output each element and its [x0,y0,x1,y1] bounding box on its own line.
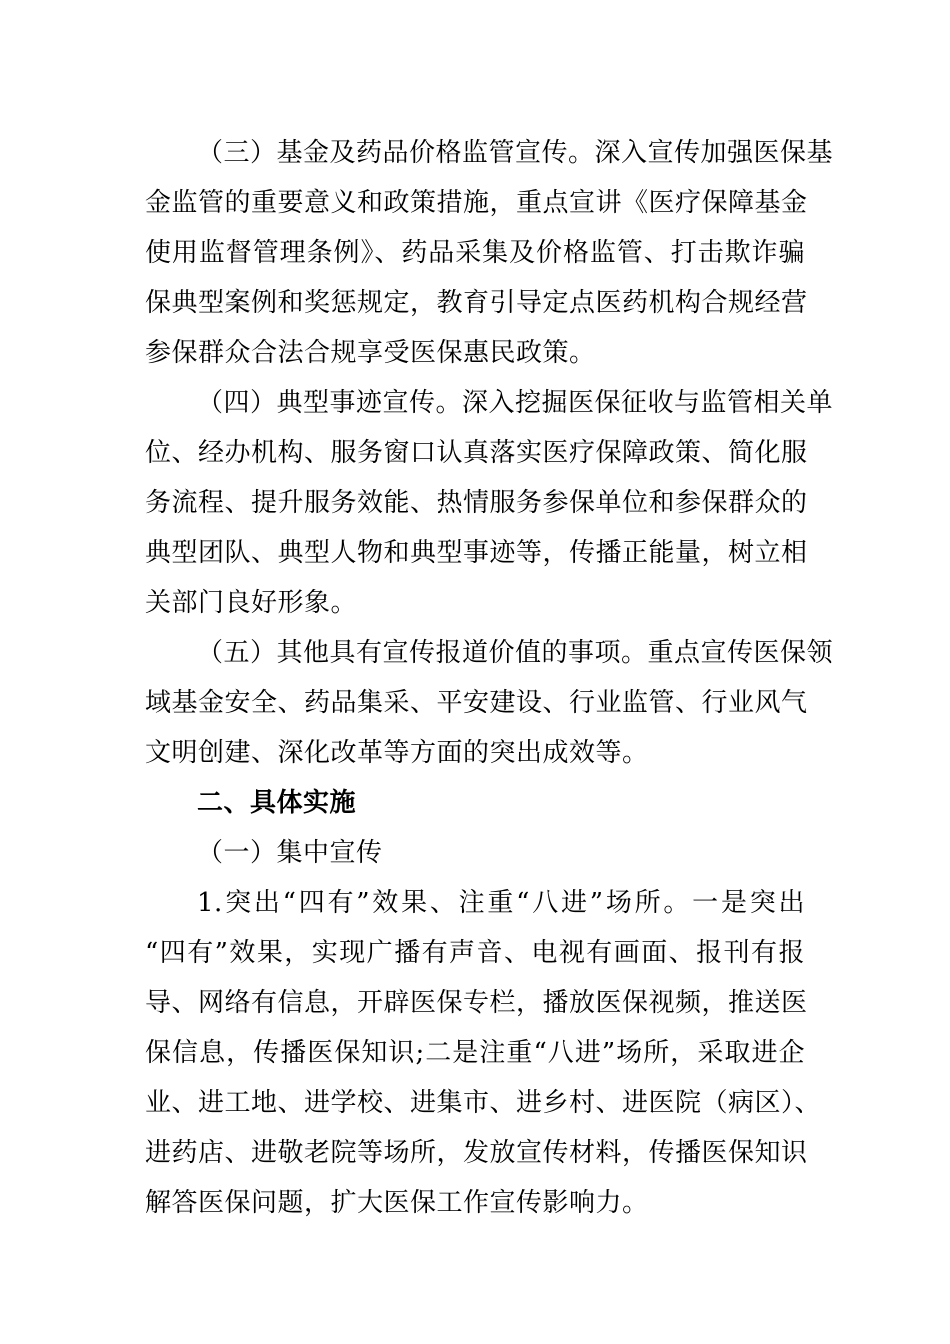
text-line: 文明创建、深化改革等方面的突出成效等。 [145,738,649,768]
text-line: 务流程、提升服务效能、热情服务参保单位和参保群众的 [145,488,808,518]
text-line: （五）其他具有宣传报道价值的事项。重点宣传医保领 [197,638,834,668]
section-heading: 二、具体实施 [197,788,357,818]
text-line: 金监管的重要意义和政策措施，重点宣讲《医疗保障基金 [145,188,808,218]
text-line: 使用监督管理条例》、药品采集及价格监管、打击欺诈骗 [145,238,805,268]
text-line: 典型团队、典型人物和典型事迹等，传播正能量，树立相 [145,538,808,568]
text-line: 位、经办机构、服务窗口认真落实医疗保障政策、简化服 [145,438,808,468]
text-line: “四有”效果，实现广播有声音、电视有画面、报刊有报 [145,938,805,968]
text-line: 关部门良好形象。 [145,588,358,618]
text-line: 域基金安全、药品集采、平安建设、行业监管、行业风气 [145,688,808,718]
text-line: 业、进工地、进学校、进集市、进乡村、进医院（病区）、 [145,1088,822,1118]
text-line: 1.突出“四有”效果、注重“八进”场所。一是突出 [197,888,805,918]
subsection-heading: （一）集中宣传 [197,838,383,868]
text-line: （四）典型事迹宣传。深入挖掘医保征收与监管相关单 [197,388,834,418]
text-line: 进药店、进敬老院等场所，发放宣传材料，传播医保知识 [145,1138,808,1168]
text-line: 保典型案例和奖惩规定，教育引导定点医药机构合规经营 [145,288,808,318]
text-line: 保信息，传播医保知识;二是注重“八进”场所，采取进企 [145,1038,805,1068]
text-line: 解答医保问题，扩大医保工作宣传影响力。 [145,1188,649,1218]
text-line: 导、网络有信息，开辟医保专栏，播放医保视频，推送医 [145,988,808,1018]
text-line: （三）基金及药品价格监管宣传。深入宣传加强医保基 [197,138,834,168]
text-line: 参保群众合法合规享受医保惠民政策。 [145,338,596,368]
